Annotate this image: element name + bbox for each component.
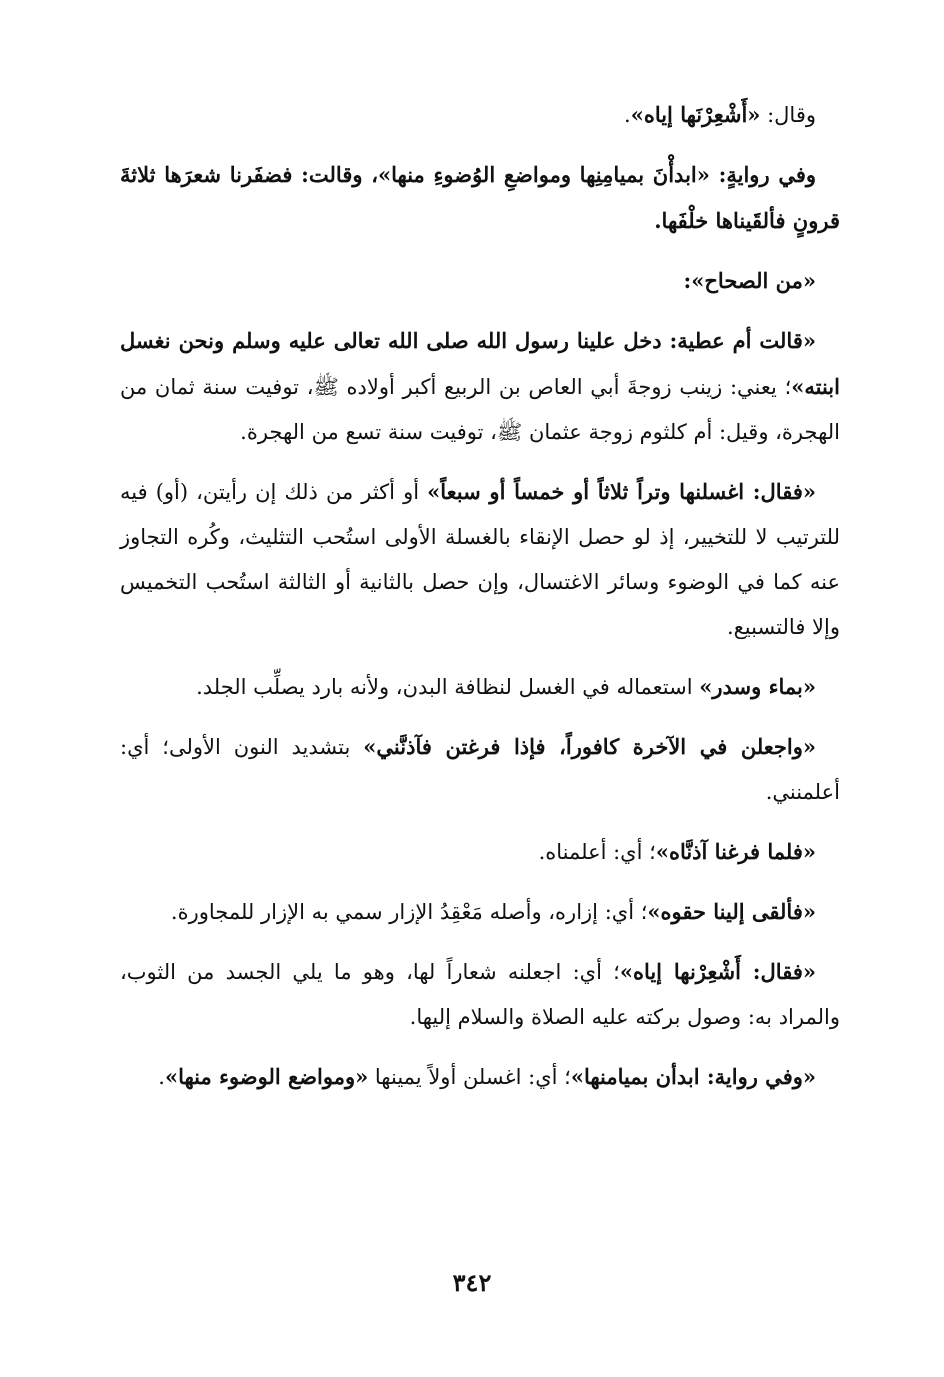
text-run: استعماله في الغسل لنظافة البدن، ولأنه بارد يصلِّب الجلد. <box>196 675 700 699</box>
text-run: أو أكثر من ذلك إن رأيتن، (أو) فيه للترتيب لا للتخيير، إذ لو حصل الإنقاء بالغسلة الأولى استُحب التثليث، وكُره التجاوز عنه كما في الوضوء وسائر الاغتسال، وإن حصل بالثانية أو الثالثة استُحب التخميس وإلا فالتسبيع. <box>120 480 840 639</box>
paragraph <box>120 889 840 935</box>
bold-quote: «وفي رواية: ابدأن بميامنها» <box>570 1064 816 1089</box>
bold-quote: «فلما فرغنا آذنَّاه» <box>655 839 816 864</box>
text-run: . <box>158 1065 165 1089</box>
bold-quote: «قالت أم عطية: دخل علينا رسول الله صلى الله تعالى عليه وسلم ونحن نغسل ابنته» <box>120 328 840 399</box>
paragraph <box>120 152 840 244</box>
paragraph <box>120 664 840 710</box>
bold-quote: «من الصحاح»: <box>683 268 816 293</box>
paragraph <box>120 829 840 875</box>
bold-quote: «ومواضع الوضوء منها» <box>164 1064 369 1089</box>
paragraph <box>120 724 840 815</box>
bold-quote: «أَشْعِرْنَها إياه» <box>630 102 761 127</box>
text-run: ؛ أي: أعلمناه. <box>538 840 656 864</box>
text-run: وقال: <box>760 103 816 127</box>
bold-quote: «ابدأْنَ بميامِنِها ومواضعِ الوُضوءِ منها»، وقالت: فضفَرنا شعرَها ثلاثةَ قرونٍ فألقَيناها خلْفَها. <box>120 162 840 233</box>
bold-quote: «فقال: أَشْعِرْنها إياه» <box>619 959 816 984</box>
bold-quote: «واجعلن في الآخرة كافوراً، فإذا فرغتن فآذنَّني» <box>363 734 816 759</box>
bold-quote: «بماء وسدر» <box>699 674 816 699</box>
paragraph <box>120 92 840 138</box>
paragraph <box>120 1054 840 1100</box>
paragraph <box>120 318 840 455</box>
text-run: ؛ أي: اغسلن أولاً يمينها <box>368 1065 571 1089</box>
bold-quote: وفي روايةٍ: <box>709 162 816 187</box>
bold-quote: «فألقى إلينا حقوه» <box>647 899 816 924</box>
text-run: ؛ أي: إزاره، وأصله مَعْقِدُ الإزار سمي به الإزار للمجاورة. <box>170 900 648 924</box>
page-number: ٣٤٢ <box>452 1268 492 1297</box>
paragraph <box>120 949 840 1040</box>
text-run: ؛ أي: اجعلنه شعاراً لها، وهو ما يلي الجسد من الثوب، والمراد به: وصول بركته عليه الصلاة والسلام إليها. <box>120 960 840 1029</box>
page-body <box>120 92 840 1114</box>
paragraph <box>120 258 840 304</box>
text-run: . <box>624 103 631 127</box>
text-run: بتشديد النون الأولى؛ أي: أعلمنني. <box>120 735 840 804</box>
bold-quote: «فقال: اغسلنها وتراً ثلاثاً أو خمساً أو سبعاً» <box>427 479 816 504</box>
text-run: ؛ يعني: زينب زوجةَ أبي العاص بن الربيع أكبر أولاده ﷺ، توفيت سنة ثمان من الهجرة، وقيل: أم كلثوم زوجة عثمان ﷺ، توفيت سنة تسع من الهجرة. <box>120 375 840 444</box>
paragraph <box>120 469 840 650</box>
